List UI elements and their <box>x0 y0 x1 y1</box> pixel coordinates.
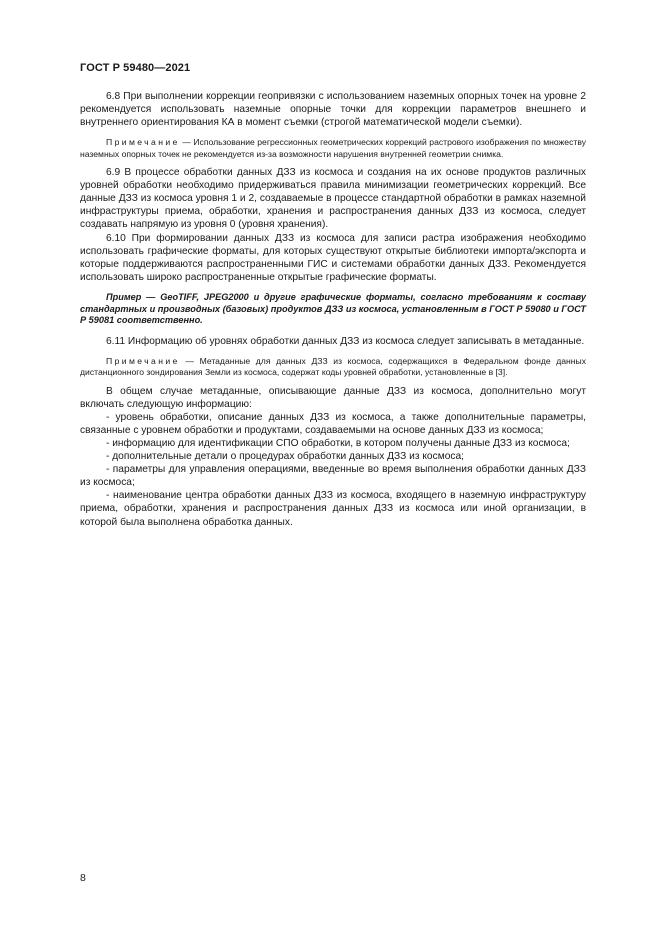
list-item: - наименование центра обработки данных ДЗЗ из космоса, входящего в наземную инфраструктуру приема, обработки, хранения и распространения данных ДЗЗ из космоса или иной организации, в которой была выполнена обработка данных. <box>80 490 586 528</box>
paragraph-6-9: 6.9 В процессе обработки данных ДЗЗ из космоса и создания на их основе продуктов различных уровней обработки необходимо придерживаться правила минимизации геометрических коррекций. Все данные ДЗЗ из космоса уровня 1 и 2, создаваемые в процессе стандартной обработки в рамках наземной инфраструктуры приема, обработки, хранения и распространения данных ДЗЗ из космоса, следует создавать напрямую из уровня 0 (уровня хранения). <box>80 167 586 231</box>
note-2-label: Примечание <box>106 355 180 366</box>
list-item: - дополнительные детали о процедурах обработки данных ДЗЗ из космоса; <box>106 451 464 463</box>
document-header: ГОСТ Р 59480—2021 <box>80 62 191 74</box>
note-1-text: — Использование регрессионных геометрических коррекций растрового изображения по множеству наземных опорных точек не рекомендуется из-за возможности нарушения внутренней геометрии снимка. <box>80 137 586 159</box>
page-number: 8 <box>80 872 86 884</box>
note-1 <box>80 137 586 160</box>
page-content <box>80 90 586 529</box>
note-1-label: Примечание <box>106 137 180 148</box>
list-item: - информацию для идентификации СПО обработки, в котором получены данные ДЗЗ из космоса; <box>106 438 570 449</box>
paragraph-6-8: 6.8 При выполнении коррекции геопривязки с использованием наземных опорных точек на уровне 2 рекомендуется использовать наземные опорные точки для коррекции параметров внешнего и внутреннего ориентирования КА в момент съемки (строгой математической модели съемки). <box>80 91 586 129</box>
paragraph-6-11: 6.11 Информацию об уровнях обработки данных ДЗЗ из космоса следует записывать в метаданные. <box>106 335 585 347</box>
paragraph-6-10: 6.10 При формировании данных ДЗЗ из космоса для записи растра изображения необходимо использовать графические форматы, для которых существуют открытые библиотеки импорта/экспорта и которые поддерживаются распространенными ГИС и системами обработки данных ДЗЗ. Рекомендуется использовать широко распространенные открытые графические форматы. <box>80 232 586 283</box>
list-item: - уровень обработки, описание данных ДЗЗ из космоса, а также дополнительные параметры, связанные с уровнем обработки и продуктами, создаваемыми на основе данных ДЗЗ из космоса; <box>80 411 586 436</box>
note-2 <box>80 356 586 379</box>
list-item: - параметры для управления операциями, введенные во время выполнения обработки данных ДЗЗ из космоса; <box>80 464 586 489</box>
note-2-text: — Метаданные для данных ДЗЗ из космоса, содержащихся в Федеральном фонде данных дистанционного зондирования Земли из космоса, содержат коды уровней обработки, установленные в [3]. <box>80 355 586 378</box>
paragraph-general: В общем случае метаданные, описывающие данные ДЗЗ из космоса, дополнительно могут включать следующую информацию: <box>80 385 586 410</box>
example-formats: Пример — GeoTIFF, JPEG2000 и другие графические форматы, согласно требованиям к составу стандартных и производных (базовых) продуктов ДЗЗ из космоса, установленным в ГОСТ Р 59080 и ГОСТ Р 59081 соответственно. <box>80 291 586 326</box>
